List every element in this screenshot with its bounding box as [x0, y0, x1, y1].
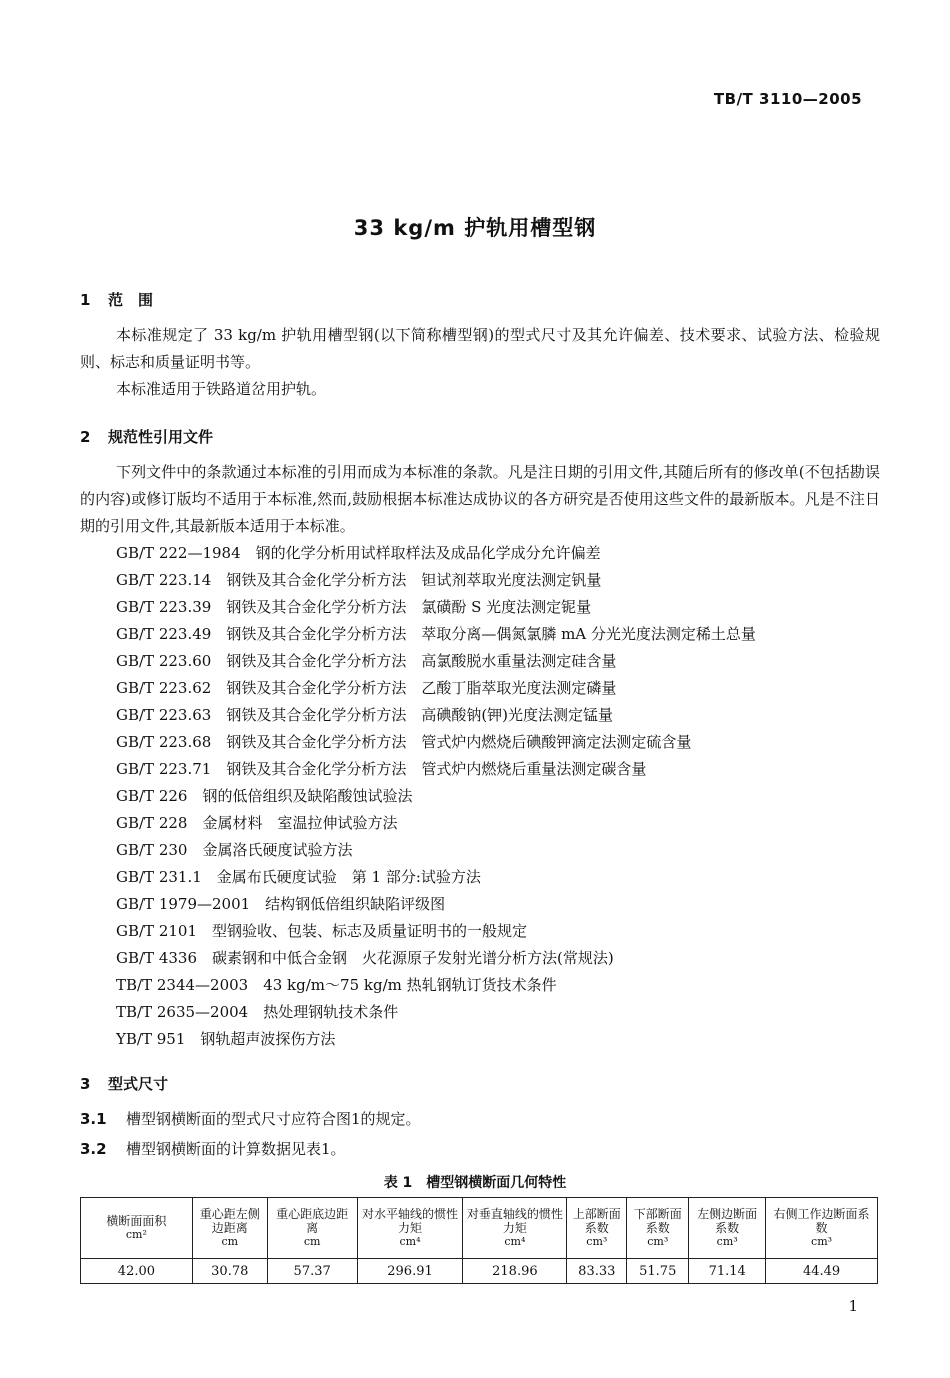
reference-item: TB/T 2635—2004 热处理钢轨技术条件	[116, 1003, 399, 1021]
table-header-cell	[627, 1198, 689, 1259]
reference-item: GB/T 222—1984 钢的化学分析用试样取样法及成品化学成分允许偏差	[116, 544, 601, 562]
reference-item: GB/T 223.68 钢铁及其合金化学分析方法 管式炉内燃烧后碘酸钾滴定法测定硫含量	[116, 733, 692, 751]
header-unit: cm²	[125, 1228, 147, 1241]
table-cell: 57.37	[267, 1259, 357, 1284]
reference-item: GB/T 230 金属洛氏硬度试验方法	[116, 841, 353, 859]
header-label: 右侧工作边断面系数	[773, 1207, 870, 1235]
section-2-title: 规范性引用文件	[108, 428, 214, 446]
table-header-cell	[192, 1198, 267, 1259]
clause-3-2	[80, 1138, 346, 1160]
section-2-heading	[80, 426, 213, 447]
table-cell: 51.75	[627, 1259, 689, 1284]
reference-item: TB/T 2344—2003 43 kg/m～75 kg/m 热轧钢轨订货技术条件	[116, 976, 557, 994]
table-header-cell	[766, 1198, 878, 1259]
clause-3-1	[80, 1108, 421, 1130]
table-1	[80, 1197, 878, 1284]
table-cell: 44.49	[766, 1259, 878, 1284]
header-label: 对水平轴线的惯性力矩	[362, 1207, 459, 1235]
clause-text: 槽型钢横断面的型式尺寸应符合图1的规定。	[126, 1110, 421, 1128]
header-label: 上部断面系数	[572, 1207, 621, 1235]
reference-item: GB/T 223.71 钢铁及其合金化学分析方法 管式炉内燃烧后重量法测定碳含量	[116, 760, 647, 778]
table-header-row	[81, 1198, 878, 1259]
clause-text: 槽型钢横断面的计算数据见表1。	[126, 1140, 346, 1158]
table-header-cell	[463, 1198, 567, 1259]
table-cell: 42.00	[81, 1259, 193, 1284]
reference-item: GB/T 4336 碳素钢和中低合金钢 火花源原子发射光谱分析方法(常规法)	[116, 949, 614, 967]
table-cell: 218.96	[463, 1259, 567, 1284]
header-unit: cm³	[586, 1235, 608, 1248]
section-2-number: 2	[80, 428, 91, 446]
reference-item: GB/T 2101 型钢验收、包装、标志及质量证明书的一般规定	[116, 922, 528, 940]
table-cell: 296.91	[357, 1259, 463, 1284]
reference-item: GB/T 223.60 钢铁及其合金化学分析方法 高氯酸脱水重量法测定硅含量	[116, 652, 617, 670]
reference-item: YB/T 951 钢轨超声波探伤方法	[116, 1030, 336, 1048]
reference-item: GB/T 228 金属材料 室温拉伸试验方法	[116, 814, 398, 832]
clause-number: 3.1	[80, 1110, 107, 1128]
reference-item: GB/T 226 钢的低倍组织及缺陷酸蚀试验法	[116, 787, 413, 805]
header-unit: cm³	[647, 1235, 669, 1248]
header-unit: cm³	[716, 1235, 738, 1248]
section-3-heading	[80, 1073, 168, 1094]
document-title: 33 kg/m 护轨用槽型钢	[353, 216, 597, 240]
header-unit: cm⁴	[504, 1235, 526, 1248]
table-row	[81, 1259, 878, 1284]
table-cell: 83.33	[567, 1259, 627, 1284]
reference-item: GB/T 223.49 钢铁及其合金化学分析方法 萃取分离—偶氮氯膦 mA 分光光度法测定稀土总量	[116, 625, 756, 643]
header-unit: cm⁴	[399, 1235, 421, 1248]
normative-reference-list	[116, 540, 756, 1053]
table-cell: 71.14	[689, 1259, 766, 1284]
section-1-title: 范 围	[108, 291, 154, 309]
reference-item: GB/T 231.1 金属布氏硬度试验 第 1 部分:试验方法	[116, 868, 481, 886]
reference-item: GB/T 1979—2001 结构钢低倍组织缺陷评级图	[116, 895, 446, 913]
table-1-caption: 表 1 槽型钢横断面几何特性	[383, 1175, 567, 1191]
table-cell: 30.78	[192, 1259, 267, 1284]
table-header-cell	[567, 1198, 627, 1259]
header-label: 对垂直轴线的惯性力矩	[466, 1207, 563, 1235]
header-label: 下部断面系数	[633, 1207, 682, 1235]
section-1-paragraph-2: 本标准适用于铁路道岔用护轨。	[116, 380, 327, 398]
standard-number: TB/T 3110—2005	[713, 90, 862, 108]
table-header-cell	[357, 1198, 463, 1259]
page-number: 1	[848, 1297, 858, 1315]
section-1-number: 1	[80, 291, 91, 309]
clause-number: 3.2	[80, 1140, 107, 1158]
section-2-paragraph-1: 下列文件中的条款通过本标准的引用而成为本标准的条款。凡是注日期的引用文件,其随后所有的修改单(不包括勘误的内容)或修订版均不适用于本标准,然而,鼓励根据本标准达成协议的各方研究是否使用这些文件的最新版本。凡是不注日期的引用文件,其最新版本适用于本标准。	[80, 463, 880, 535]
header-unit: cm	[303, 1235, 321, 1248]
section-1-heading	[80, 289, 153, 310]
reference-item: GB/T 223.63 钢铁及其合金化学分析方法 高碘酸钠(钾)光度法测定锰量	[116, 706, 614, 724]
reference-item: GB/T 223.39 钢铁及其合金化学分析方法 氯磺酚 S 光度法测定铌量	[116, 598, 592, 616]
reference-item: GB/T 223.62 钢铁及其合金化学分析方法 乙酸丁脂萃取光度法测定磷量	[116, 679, 617, 697]
reference-item: GB/T 223.14 钢铁及其合金化学分析方法 钽试剂萃取光度法测定钒量	[116, 571, 602, 589]
section-1-paragraph-1: 本标准规定了 33 kg/m 护轨用槽型钢(以下简称槽型钢)的型式尺寸及其允许偏差、技术要求、试验方法、检验规则、标志和质量证明书等。	[80, 326, 880, 371]
section-3-title: 型式尺寸	[108, 1075, 169, 1093]
header-label: 重心距底边距离	[276, 1207, 349, 1235]
section-3-number: 3	[80, 1075, 91, 1093]
header-label: 横断面面积	[106, 1214, 167, 1228]
table-header-cell	[689, 1198, 766, 1259]
header-unit: cm	[221, 1235, 239, 1248]
header-label: 左侧边断面系数	[697, 1207, 758, 1235]
table-header-cell	[81, 1198, 193, 1259]
header-label: 重心距左侧边距离	[199, 1207, 260, 1235]
header-unit: cm³	[811, 1235, 833, 1248]
table-header-cell	[267, 1198, 357, 1259]
